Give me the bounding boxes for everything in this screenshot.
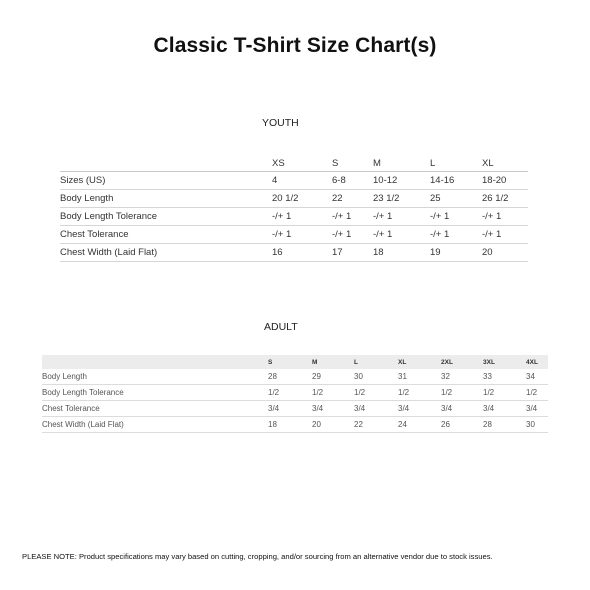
table-cell: 1/2 bbox=[312, 385, 354, 401]
table-cell: 22 bbox=[332, 190, 373, 208]
table-cell: -/+ 1 bbox=[332, 226, 373, 244]
table-cell: 16 bbox=[272, 244, 332, 262]
adult-header-size: M bbox=[312, 358, 318, 366]
table-cell: 22 bbox=[354, 417, 398, 433]
adult-header-size: S bbox=[268, 358, 273, 366]
table-cell: 3/4 bbox=[526, 401, 548, 417]
table-cell: 18 bbox=[268, 417, 312, 433]
adult-header-size: 2XL bbox=[441, 358, 453, 366]
table-cell: 6-8 bbox=[332, 172, 373, 190]
row-label: Chest Width (Laid Flat) bbox=[42, 417, 268, 433]
table-cell: 19 bbox=[430, 244, 482, 262]
table-cell: 18 bbox=[373, 244, 430, 262]
table-cell: 4 bbox=[272, 172, 332, 190]
adult-header-size: 3XL bbox=[483, 358, 495, 366]
table-cell: 1/2 bbox=[398, 385, 441, 401]
table-cell: -/+ 1 bbox=[482, 208, 528, 226]
row-label: Body Length bbox=[60, 190, 272, 208]
table-row bbox=[60, 172, 528, 190]
row-label: Chest Tolerance bbox=[42, 401, 268, 417]
youth-header-size: S bbox=[332, 155, 373, 172]
table-cell: 30 bbox=[526, 417, 548, 433]
youth-header-row bbox=[60, 155, 528, 172]
table-cell: -/+ 1 bbox=[430, 226, 482, 244]
table-cell: 14-16 bbox=[430, 172, 482, 190]
table-row bbox=[60, 244, 528, 262]
table-cell: 3/4 bbox=[483, 401, 526, 417]
table-cell: 28 bbox=[268, 369, 312, 385]
table-cell: 3/4 bbox=[398, 401, 441, 417]
row-label: Body Length bbox=[42, 369, 268, 385]
youth-header-size: XS bbox=[272, 155, 332, 172]
adult-size-table bbox=[42, 355, 548, 433]
table-cell: -/+ 1 bbox=[272, 226, 332, 244]
table-row bbox=[42, 401, 548, 417]
table-cell: 3/4 bbox=[268, 401, 312, 417]
table-cell: 33 bbox=[483, 369, 526, 385]
table-cell: -/+ 1 bbox=[272, 208, 332, 226]
table-cell: -/+ 1 bbox=[332, 208, 373, 226]
table-cell: 30 bbox=[354, 369, 398, 385]
row-label: Chest Width (Laid Flat) bbox=[60, 244, 272, 262]
table-row bbox=[42, 417, 548, 433]
table-cell: 24 bbox=[398, 417, 441, 433]
table-row bbox=[60, 226, 528, 244]
table-cell: -/+ 1 bbox=[430, 208, 482, 226]
youth-header-label bbox=[60, 155, 272, 172]
youth-size-table bbox=[60, 155, 528, 262]
table-cell: 3/4 bbox=[354, 401, 398, 417]
adult-header-size: L bbox=[354, 358, 358, 366]
adult-header-row bbox=[42, 355, 548, 369]
table-cell: 32 bbox=[441, 369, 483, 385]
table-cell: 20 1/2 bbox=[272, 190, 332, 208]
table-cell: 10-12 bbox=[373, 172, 430, 190]
adult-header-size: XL bbox=[398, 358, 407, 366]
adult-heading: ADULT bbox=[264, 321, 298, 333]
table-cell: 29 bbox=[312, 369, 354, 385]
table-cell: 28 bbox=[483, 417, 526, 433]
table-cell: 25 bbox=[430, 190, 482, 208]
youth-header-size: L bbox=[430, 155, 482, 172]
table-cell: 1/2 bbox=[354, 385, 398, 401]
table-cell: -/+ 1 bbox=[373, 226, 430, 244]
table-row bbox=[60, 190, 528, 208]
disclaimer-note: PLEASE NOTE: Product specifications may vary based on cutting, cropping, and/or sourcing from an alternative vendor due to stock issues. bbox=[22, 552, 493, 561]
row-label: Body Length Tolerance bbox=[42, 385, 268, 401]
table-cell: 1/2 bbox=[441, 385, 483, 401]
row-label: Sizes (US) bbox=[60, 172, 272, 190]
row-label: Body Length Tolerance bbox=[60, 208, 272, 226]
table-cell: 20 bbox=[312, 417, 354, 433]
table-cell: 3/4 bbox=[441, 401, 483, 417]
table-cell: 18-20 bbox=[482, 172, 528, 190]
table-cell: 1/2 bbox=[526, 385, 548, 401]
table-cell: 1/2 bbox=[268, 385, 312, 401]
table-row bbox=[60, 208, 528, 226]
youth-heading: YOUTH bbox=[262, 117, 299, 129]
table-cell: 17 bbox=[332, 244, 373, 262]
table-cell: 23 1/2 bbox=[373, 190, 430, 208]
table-cell: 1/2 bbox=[483, 385, 526, 401]
table-cell: -/+ 1 bbox=[373, 208, 430, 226]
youth-header-size: M bbox=[373, 155, 430, 172]
table-cell: -/+ 1 bbox=[482, 226, 528, 244]
table-cell: 34 bbox=[526, 369, 548, 385]
adult-header-label bbox=[42, 355, 268, 369]
table-row bbox=[42, 385, 548, 401]
adult-header-size: 4XL bbox=[526, 358, 538, 366]
table-cell: 26 bbox=[441, 417, 483, 433]
table-cell: 26 1/2 bbox=[482, 190, 528, 208]
table-cell: 31 bbox=[398, 369, 441, 385]
table-row bbox=[42, 369, 548, 385]
page-title: Classic T-Shirt Size Chart(s) bbox=[153, 34, 437, 57]
row-label: Chest Tolerance bbox=[60, 226, 272, 244]
youth-header-size: XL bbox=[482, 155, 528, 172]
table-cell: 20 bbox=[482, 244, 528, 262]
table-cell: 3/4 bbox=[312, 401, 354, 417]
